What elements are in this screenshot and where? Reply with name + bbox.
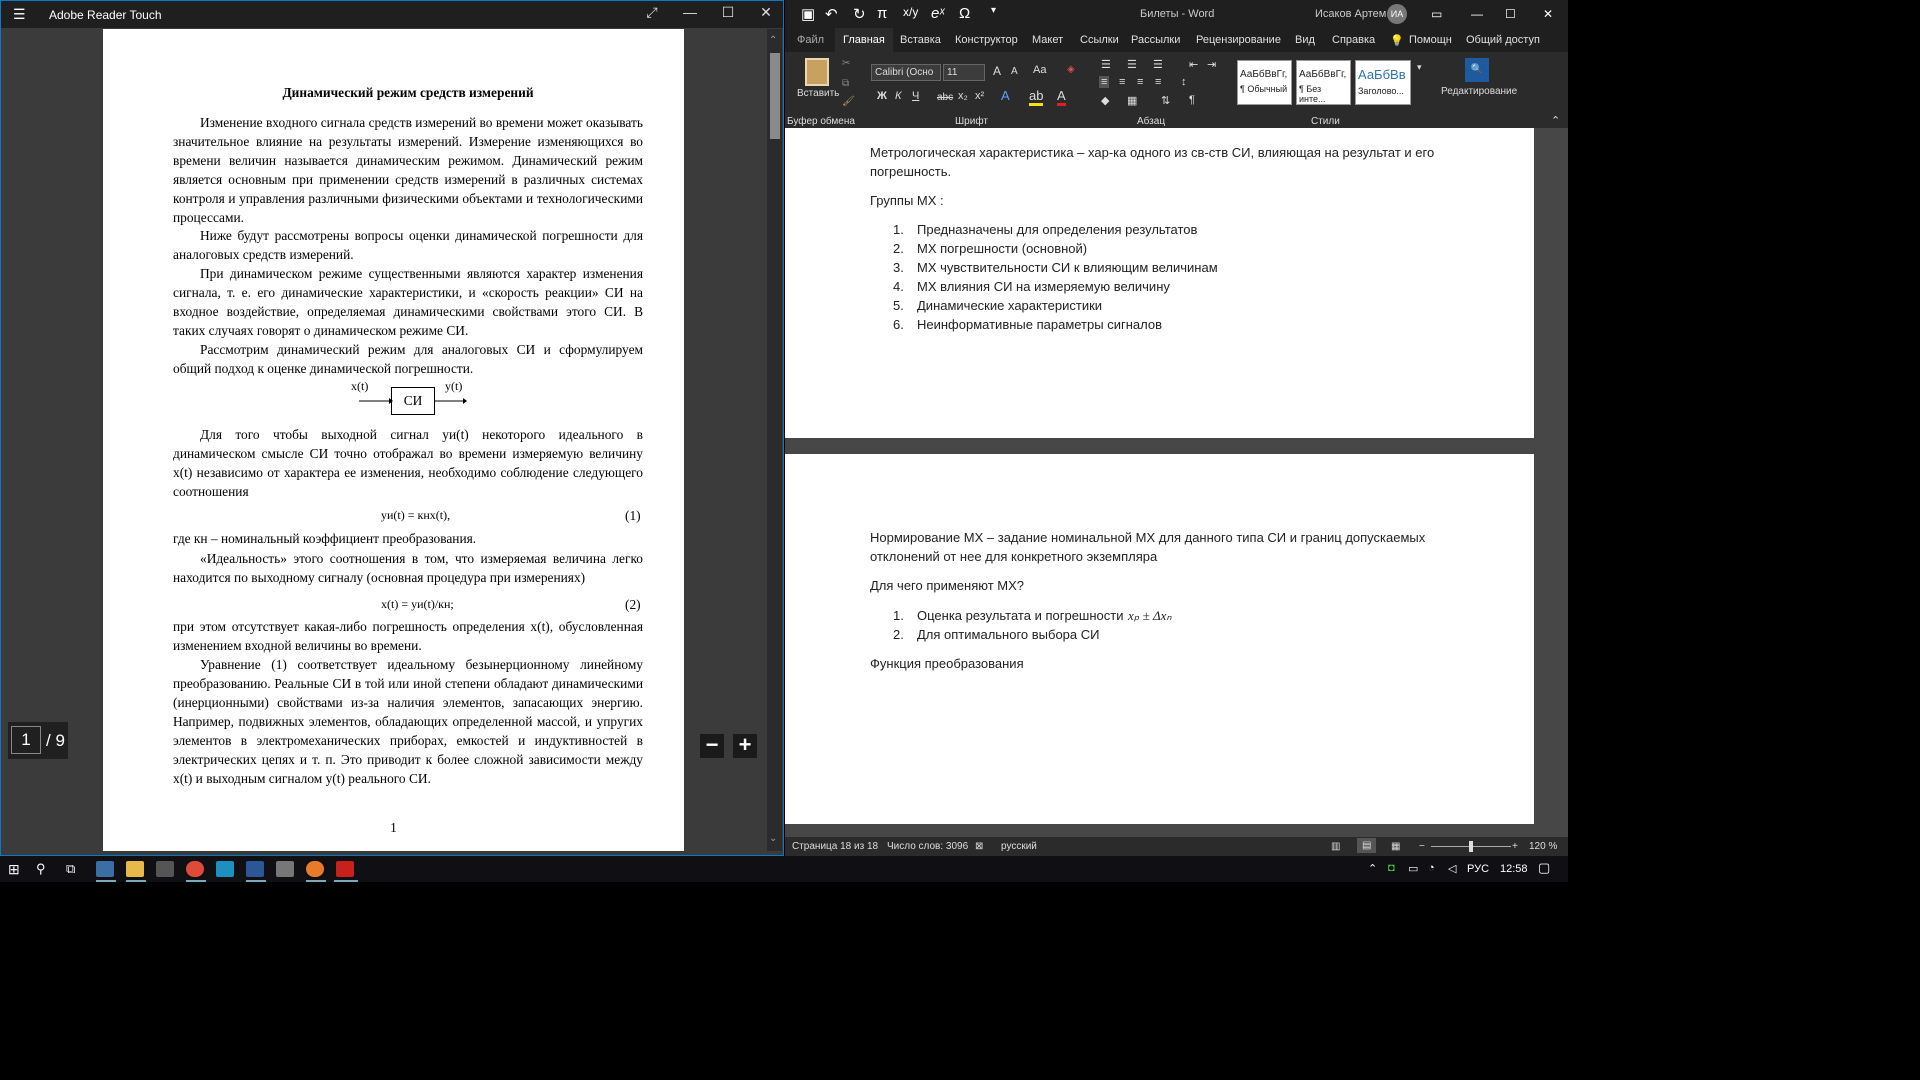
group-clipboard: Буфер обмена [787, 116, 855, 127]
style-no-spacing[interactable] [1296, 60, 1351, 105]
list-item: Для оптимального выбора СИ [917, 627, 1100, 642]
outlook-icon[interactable] [96, 861, 114, 877]
page-count[interactable]: Страница 18 из 18 [792, 841, 879, 852]
document-title: Билеты - Word [1140, 8, 1215, 20]
adobe-reader-taskbar-icon[interactable] [336, 861, 354, 877]
pdf-paragraph-9: Уравнение (1) соответствует идеальному безынерционному линейному преобразованию. Реальные СИ в той или иной степени обладают динамическими (инерционными) свойствами из-за наличия элементов, запасающих энергию. Например, подвижных элементов, обладающих определенной массой, и упругих элементов в электромеханических приборах, емкостей и индуктивностей в электрических цепях и т. п. Это приводит к более сложной зависимости между x(t) и выходным сигналом y(t) реального СИ. [173, 657, 643, 786]
search-icon[interactable]: ⚲ [36, 861, 46, 876]
exponent-icon[interactable]: eˣ [931, 5, 945, 22]
style-normal-sample: АаБбВвГг, [1240, 69, 1288, 80]
normalization-line1: Нормирование МХ – задание номинальной МХ для данного типа СИ и границ допускаемых [870, 530, 1426, 545]
customize-qat-icon[interactable]: ▾ [991, 5, 997, 16]
bullets-icon[interactable]: ☰ [1101, 59, 1111, 71]
diagram-input-label: x(t) [351, 379, 369, 393]
status-bar [785, 837, 1568, 856]
tab-review[interactable]: Рецензирование [1196, 34, 1281, 46]
adobe-reader-window [0, 0, 784, 856]
mx-question: Для чего применяют МХ? [870, 578, 1025, 593]
word-title-bar [785, 0, 1568, 28]
minimize-button[interactable]: — [683, 4, 697, 20]
tab-mailings[interactable]: Рассылки [1131, 34, 1181, 46]
transfer-function-line: Функция преобразования [870, 656, 1024, 671]
language[interactable]: русский [1001, 841, 1037, 852]
mx-groups-label: Группы МХ : [870, 193, 944, 208]
chrome-running-indicator [186, 880, 206, 882]
zoom-out-icon[interactable]: − [1419, 841, 1425, 852]
tab-design[interactable]: Конструктор [955, 34, 1018, 46]
tray-expand-icon[interactable]: ⌃ [1368, 863, 1378, 875]
word-page-1[interactable] [785, 128, 1534, 438]
taskbar [0, 856, 1568, 882]
mx-definition-line2: погрешность. [870, 164, 952, 179]
word-minimize-button[interactable]: — [1471, 7, 1483, 21]
line-spacing-icon[interactable]: ↕ [1181, 76, 1187, 88]
redo-icon[interactable]: ↻ [853, 6, 866, 23]
paste-icon[interactable] [805, 58, 829, 86]
user-name[interactable]: Исаков Артем [1315, 8, 1387, 20]
style-normal[interactable] [1237, 60, 1292, 105]
fraction-icon[interactable]: x/y [903, 5, 919, 19]
pdf-paragraph-5: Для того чтобы выходной сигнал yи(t) некоторого идеального в динамическом смысле СИ точно отображал во времени измеряемую величину x(t) независимо от характера ее изменения, необходимо соблюдение следующего соотношения [173, 427, 643, 499]
italic-icon[interactable]: К [895, 90, 902, 102]
list-item: 6. [893, 317, 904, 332]
tab-home[interactable]: Главная [835, 28, 893, 52]
grow-font-icon[interactable]: A [993, 64, 1002, 78]
tab-help[interactable]: Справка [1332, 34, 1376, 46]
subscript-icon[interactable]: x₂ [958, 90, 968, 102]
reader-running-indicator [334, 880, 358, 882]
word-maximize-button[interactable]: ☐ [1505, 7, 1516, 21]
current-page-input[interactable]: 1 [11, 726, 41, 754]
avatar[interactable]: ИА [1387, 4, 1407, 24]
task-view-icon[interactable]: ⧉ [66, 861, 76, 876]
read-mode-icon[interactable]: ▥ [1331, 841, 1341, 852]
styles-more-icon[interactable]: ▾ [1417, 62, 1422, 72]
justify-icon[interactable]: ≡ [1155, 76, 1162, 88]
list-item: 1. [893, 608, 904, 623]
explorer-running-indicator [126, 880, 146, 882]
font-color-icon[interactable]: A [1057, 88, 1066, 106]
wifi-icon[interactable]: ◔ [1428, 862, 1435, 874]
format-painter-icon[interactable]: 🖌 [842, 96, 855, 107]
fullscreen-icon[interactable]: ⤢ [646, 4, 658, 20]
collapse-ribbon-icon[interactable]: ⌃ [1551, 115, 1561, 127]
maximize-button[interactable]: ☐ [721, 4, 735, 20]
file-explorer-icon[interactable] [126, 861, 144, 877]
word-count[interactable]: Число слов: 3096 [887, 841, 969, 852]
equation-pi-icon[interactable]: π [877, 5, 888, 22]
firefox-icon[interactable] [306, 861, 324, 877]
pdf-paragraph-7: «Идеальность» этого соотношения в том, что измеряемая величина легко находится по выходному сигналу (основная процедура при измерениях) [173, 551, 643, 585]
close-button[interactable]: ✕ [760, 4, 772, 20]
tab-layout[interactable]: Макет [1032, 34, 1064, 46]
ribbon [785, 52, 1568, 128]
store-icon[interactable] [156, 861, 174, 877]
print-layout-icon[interactable]: ▤ [1357, 838, 1376, 853]
equation-2: x(t) = yи(t)/кн; [381, 597, 454, 611]
change-case-icon[interactable]: Aa [1033, 64, 1047, 76]
align-left-icon[interactable]: ≡ [1101, 76, 1108, 88]
sort-icon[interactable]: ⇅ [1161, 95, 1171, 107]
list-item: Неинформативные параметры сигналов [917, 317, 1162, 332]
list-item: МХ чувствительности СИ к влияющим величинам [917, 260, 1218, 275]
pdf-scrollbar[interactable] [767, 29, 782, 851]
copy-icon[interactable]: ⧉ [842, 78, 850, 89]
list-item: 1. [893, 222, 904, 237]
share-button[interactable]: Общий доступ [1466, 34, 1540, 46]
pdf-page-number: 1 [390, 820, 397, 835]
zoom-slider-thumb[interactable] [1469, 841, 1473, 852]
pdf-paragraph-4: Рассмотрим динамический режим для аналоговых СИ и сформулируем общий подход к оценке динамической погрешности. [173, 342, 643, 376]
show-marks-icon[interactable]: ¶ [1189, 94, 1195, 106]
style-heading[interactable] [1355, 60, 1411, 105]
list-item: МХ погрешности (основной) [917, 241, 1088, 256]
align-right-icon[interactable]: ≡ [1137, 76, 1144, 88]
undo-icon[interactable]: ↶ [825, 6, 838, 23]
equation-2-number: (2) [625, 597, 641, 612]
reader-title-bar [1, 1, 783, 28]
zoom-level[interactable]: 120 % [1529, 841, 1558, 852]
shading-icon[interactable]: ◆ [1101, 95, 1110, 107]
clear-format-icon[interactable]: ◈ [1067, 64, 1075, 75]
windows-start-icon[interactable]: ⊞ [8, 861, 20, 877]
outlook-running-indicator [96, 880, 116, 882]
lightbulb-icon[interactable]: 💡 [1390, 35, 1404, 47]
zoom-in-icon[interactable]: + [1512, 841, 1518, 852]
bold-icon[interactable]: Ж [877, 90, 887, 102]
style-no-spacing-name: ¶ Без инте... [1299, 84, 1326, 104]
word-page-2[interactable] [785, 454, 1534, 824]
list-item: Динамические характеристики [917, 298, 1103, 313]
word-running-indicator [246, 880, 266, 882]
zoom-out-button[interactable]: − [700, 734, 724, 758]
decrease-indent-icon[interactable]: ⇤ [1189, 59, 1199, 71]
zoom-in-button[interactable]: + [733, 734, 757, 758]
equation-1-number: (1) [625, 508, 641, 523]
reader-app-title: Adobe Reader Touch [49, 8, 162, 22]
font-name-select[interactable]: Calibri (Осно [871, 64, 941, 81]
diagram-arrows [351, 395, 481, 407]
tab-file[interactable]: Файл [797, 34, 825, 46]
equation-1: yи(t) = кнx(t), [381, 508, 451, 522]
firefox-running-indicator [306, 880, 326, 882]
text-effects-icon[interactable]: A [1001, 88, 1010, 103]
tab-references[interactable]: Ссылки [1080, 34, 1119, 46]
multilevel-list-icon[interactable]: ☰ [1153, 59, 1163, 71]
pdf-paragraph-6: где кн – номинальный коэффициент преобразования. [173, 531, 477, 546]
normalization-line2: отклонений от нее для конкретного экземпляра [870, 549, 1158, 564]
list-item: МХ влияния СИ на измеряемую величину [917, 279, 1170, 294]
list-item: 5. [893, 298, 904, 313]
list-item: 4. [893, 279, 904, 294]
superscript-icon[interactable]: x² [975, 90, 985, 102]
numbering-icon[interactable]: ☰ [1127, 59, 1137, 71]
tab-view[interactable]: Вид [1295, 34, 1315, 46]
align-center-icon[interactable]: ≡ [1119, 76, 1126, 88]
font-size-select[interactable]: 11 [943, 64, 985, 81]
omega-symbol-icon[interactable]: Ω [959, 5, 971, 22]
strikethrough-icon[interactable]: abc [937, 92, 954, 103]
page-indicator [8, 722, 68, 759]
style-heading-name: Заголово... [1358, 86, 1404, 96]
word-taskbar-icon[interactable] [246, 861, 264, 877]
shrink-font-icon[interactable]: A [1011, 66, 1018, 77]
formula: xₚ ± Δxₙ [1128, 608, 1172, 623]
pdf-paragraph-3: При динамическом режиме существенными являются характер изменения сигнала, т. е. его динамические характеристики, и «скорость реакции» СИ на входное воздействие, определяемая динамическими свойствами этого СИ. В таких случаях говорят о динамическом режиме СИ. [173, 266, 643, 338]
block-diagram [351, 377, 481, 419]
scroll-down-icon[interactable]: ⌄ [769, 833, 778, 844]
pdf-heading: Динамический режим средств измерений [282, 85, 534, 100]
ribbon-display-icon[interactable]: ▭ [1431, 7, 1443, 21]
style-heading-sample: АаБбВв [1358, 67, 1406, 82]
list-item: Оценка результата и погрешности [917, 608, 1124, 623]
pdf-scroll-thumb[interactable] [770, 53, 780, 139]
list-item: Предназначены для определения результатов [917, 222, 1198, 237]
highlight-icon[interactable]: ab [1029, 88, 1043, 106]
tab-insert[interactable]: Вставка [900, 34, 941, 46]
paste-label[interactable]: Вставить [797, 88, 840, 99]
group-styles: Стили [1311, 116, 1340, 127]
chrome-icon[interactable] [186, 861, 204, 877]
word-close-button[interactable]: ✕ [1543, 7, 1554, 21]
editing-label[interactable]: Редактирование [1441, 86, 1518, 97]
clock[interactable]: 12:58 [1500, 863, 1528, 875]
volume-icon[interactable]: ◁ [1448, 863, 1457, 875]
proofing-icon[interactable]: ⊠ [975, 841, 984, 852]
pdf-paragraph-2: Ниже будут рассмотрены вопросы оценки динамической погрешности для аналоговых средств измерений. [173, 228, 643, 262]
pdf-page [103, 29, 684, 851]
list-item: 2. [893, 627, 904, 642]
notifications-icon[interactable]: ▢ [1538, 860, 1551, 875]
pdf-paragraph-8: при этом отсутствует какая-либо погрешность определения x(t), обусловленная изменением входной величины во времени. [173, 619, 643, 653]
group-font: Шрифт [955, 116, 988, 127]
mx-definition-line1: Метрологическая характеристика – хар-ка одного из св-ств СИ, влияющая на результат и его [870, 145, 1435, 160]
find-icon[interactable]: 🔍 [1465, 58, 1489, 82]
increase-indent-icon[interactable]: ⇥ [1207, 59, 1217, 71]
web-layout-icon[interactable]: ▦ [1391, 841, 1401, 852]
underline-icon[interactable]: Ч [912, 90, 920, 102]
hamburger-menu-icon[interactable]: ☰ [13, 6, 26, 22]
photos-icon[interactable] [276, 861, 294, 877]
input-language[interactable]: РУС [1467, 863, 1490, 875]
ribbon-tabs [785, 28, 1568, 52]
style-no-spacing-sample: АаБбВвГг, [1299, 69, 1347, 80]
borders-icon[interactable]: ▦ [1127, 95, 1138, 107]
save-icon[interactable]: ▣ [801, 6, 816, 23]
security-icon[interactable]: ◘ [1388, 862, 1395, 874]
list-item: 2. [893, 241, 904, 256]
diagram-box: СИ [391, 387, 435, 415]
tab-tell-me[interactable]: Помощн [1409, 34, 1452, 46]
pdf-paragraph-1: Изменение входного сигнала средств измерений во времени может оказывать значительное влияние на результаты измерений. Измерение изменяющихся во времени величин называется динамическим режимом. Динамический режим является основным при применении средств измерений в различных системах контроля и управления различными физическими объектами и технологическими процессами. [173, 115, 643, 225]
scroll-up-icon[interactable]: ⌃ [769, 35, 778, 46]
app-icon[interactable] [216, 861, 234, 877]
list-item: 3. [893, 260, 904, 275]
diagram-output-label: y(t) [445, 379, 463, 393]
style-normal-name: ¶ Обычный [1240, 84, 1288, 94]
group-paragraph: Абзац [1137, 116, 1166, 127]
cut-icon[interactable]: ✂ [842, 58, 851, 69]
total-pages: / 9 [46, 731, 65, 750]
battery-icon[interactable]: ▭ [1408, 863, 1419, 875]
